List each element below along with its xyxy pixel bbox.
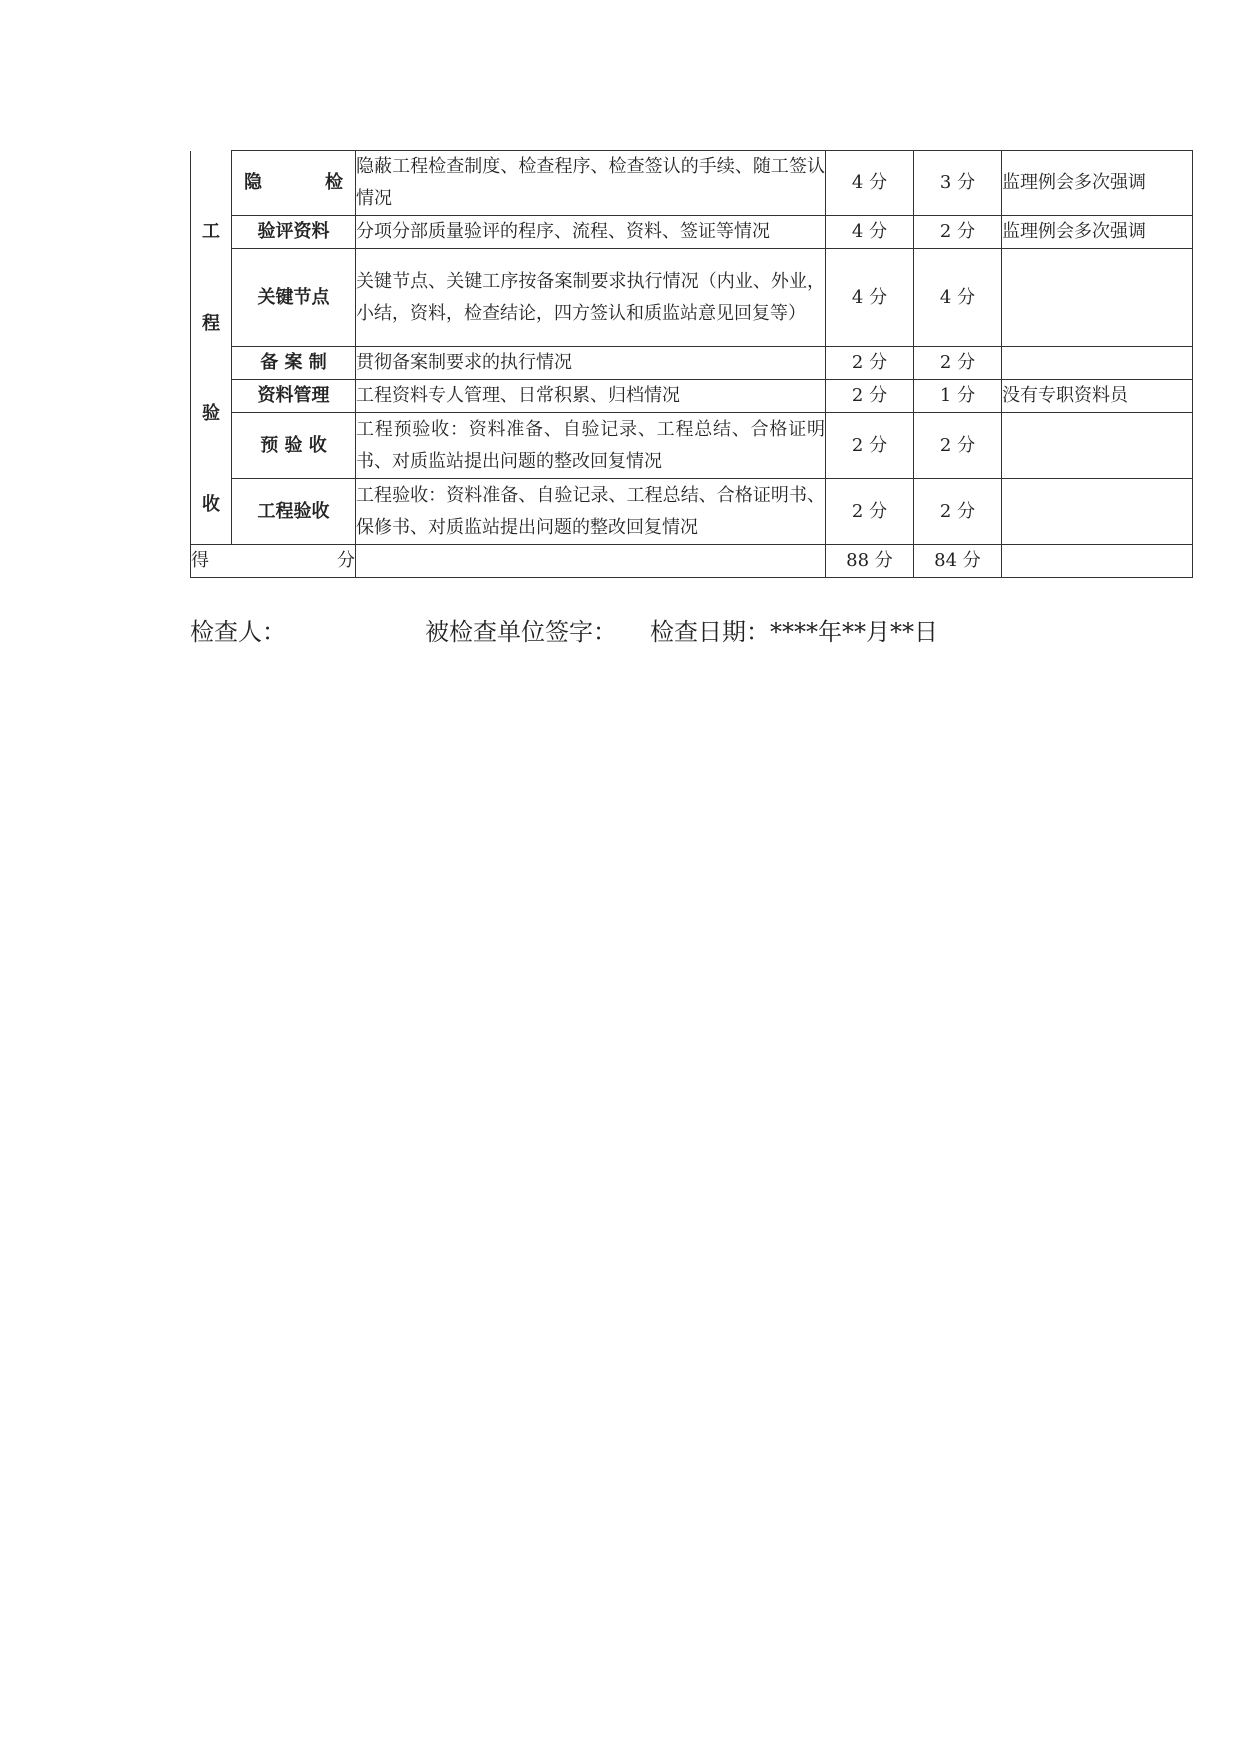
table-row	[191, 216, 1193, 249]
section-label-char: 收	[202, 493, 220, 515]
total-remark	[1002, 545, 1193, 578]
table-row	[191, 347, 1193, 380]
item-score: 2 分	[826, 380, 914, 413]
item-name: 备 案 制	[232, 347, 356, 380]
item-score: 2 分	[826, 413, 914, 479]
table-row	[191, 249, 1193, 347]
item-score: 4 分	[826, 151, 914, 216]
item-remark	[1002, 413, 1193, 479]
item-name: 工程验收	[232, 479, 356, 545]
table-row	[191, 151, 1193, 216]
item-description: 贯彻备案制要求的执行情况	[356, 347, 826, 380]
total-row	[191, 545, 1193, 578]
total-description	[356, 545, 826, 578]
item-remark	[1002, 249, 1193, 347]
item-name: 验评资料	[232, 216, 356, 249]
item-got-score: 2 分	[914, 216, 1002, 249]
item-description: 分项分部质量验评的程序、流程、资料、签证等情况	[356, 216, 826, 249]
section-label-cell	[191, 151, 232, 545]
section-label-char: 程	[202, 312, 220, 334]
item-description: 工程预验收：资料准备、自验记录、工程总结、合格证明书、对质监站提出问题的整改回复情况	[356, 413, 826, 479]
item-remark: 监理例会多次强调	[1002, 216, 1193, 249]
total-got-score: 84 分	[914, 545, 1002, 578]
item-name: 预 验 收	[232, 413, 356, 479]
item-name: 资料管理	[232, 380, 356, 413]
item-score: 2 分	[826, 479, 914, 545]
inspector-label: 检查人：	[190, 618, 286, 646]
unit-signature-label: 被检查单位签字：	[425, 618, 617, 646]
item-description: 工程验收：资料准备、自验记录、工程总结、合格证明书、保修书、对质监站提出问题的整改回复情况	[356, 479, 826, 545]
item-got-score: 2 分	[914, 413, 1002, 479]
item-score: 4 分	[826, 249, 914, 347]
table-row	[191, 479, 1193, 545]
total-label: 得分	[191, 545, 356, 578]
section-label-char: 验	[202, 402, 220, 424]
item-description: 工程资料专人管理、日常积累、归档情况	[356, 380, 826, 413]
item-got-score: 4 分	[914, 249, 1002, 347]
item-remark	[1002, 347, 1193, 380]
section-label-char: 工	[202, 220, 220, 242]
table-row	[191, 413, 1193, 479]
item-remark: 监理例会多次强调	[1002, 151, 1193, 216]
item-got-score: 2 分	[914, 347, 1002, 380]
item-got-score: 2 分	[914, 479, 1002, 545]
item-description: 关键节点、关键工序按备案制要求执行情况（内业、外业，小结，资料，检查结论，四方签认和质监站意见回复等）	[356, 249, 826, 347]
item-score: 4 分	[826, 216, 914, 249]
item-remark	[1002, 479, 1193, 545]
inspection-date: 检查日期：****年**月**日	[650, 618, 938, 646]
signature-line	[190, 612, 1166, 652]
item-description: 隐蔽工程检查制度、检查程序、检查签认的手续、随工签认情况	[356, 151, 826, 216]
item-got-score: 3 分	[914, 151, 1002, 216]
inspection-table	[190, 150, 1193, 578]
item-got-score: 1 分	[914, 380, 1002, 413]
item-name: 隐 检	[232, 151, 356, 216]
table-row	[191, 380, 1193, 413]
total-score: 88 分	[826, 545, 914, 578]
item-name: 关键节点	[232, 249, 356, 347]
item-score: 2 分	[826, 347, 914, 380]
item-remark: 没有专职资料员	[1002, 380, 1193, 413]
